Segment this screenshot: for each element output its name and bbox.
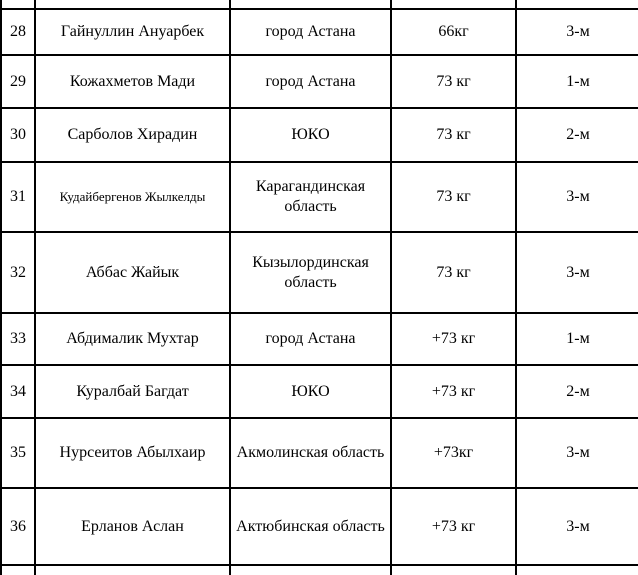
table-row — [1, 232, 638, 313]
table-row-partial-top — [1, 0, 638, 9]
cell-name: Сарболов Хирадин — [35, 108, 230, 162]
cell-place: 1-м — [516, 313, 638, 365]
cell-region: Кызылординская область — [230, 232, 391, 313]
table-row — [1, 55, 638, 108]
cell-number: 36 — [1, 488, 35, 565]
cell-empty — [516, 565, 638, 575]
cell-number: 29 — [1, 55, 35, 108]
cell-place: 3-м — [516, 9, 638, 55]
cell-place: 2-м — [516, 108, 638, 162]
cell-name: Кожахметов Мади — [35, 55, 230, 108]
cell-name: Нурсеитов Абылхаир — [35, 418, 230, 488]
cell-weight: +73 кг — [391, 365, 516, 418]
cell-number: 33 — [1, 313, 35, 365]
table-row-partial-bottom — [1, 565, 638, 575]
cell-weight: +73 кг — [391, 313, 516, 365]
cell-weight: 73 кг — [391, 55, 516, 108]
cell-region: город Астана — [230, 9, 391, 55]
cell-number: 30 — [1, 108, 35, 162]
cell-weight: 73 кг — [391, 162, 516, 232]
cell-weight: 73 кг — [391, 232, 516, 313]
cell-region: Карагандинская область — [230, 162, 391, 232]
table-row — [1, 418, 638, 488]
table-row — [1, 9, 638, 55]
cell-name: Аббас Жайык — [35, 232, 230, 313]
cell-number: 32 — [1, 232, 35, 313]
cell-place: 3-м — [516, 418, 638, 488]
cell-empty — [230, 0, 391, 9]
cell-name: Куралбай Багдат — [35, 365, 230, 418]
cell-region: ЮКО — [230, 365, 391, 418]
cell-place: 3-м — [516, 488, 638, 565]
cell-empty — [1, 0, 35, 9]
cell-place: 3-м — [516, 162, 638, 232]
cell-name: Абдималик Мухтар — [35, 313, 230, 365]
table-row — [1, 108, 638, 162]
cell-name: Ерланов Аслан — [35, 488, 230, 565]
cell-number: 28 — [1, 9, 35, 55]
cell-empty — [516, 0, 638, 9]
cell-region: Акмолинская область — [230, 418, 391, 488]
cell-region: город Астана — [230, 313, 391, 365]
cell-name: Гайнуллин Ануарбек — [35, 9, 230, 55]
cell-place: 2-м — [516, 365, 638, 418]
cell-empty — [1, 565, 35, 575]
cell-place: 3-м — [516, 232, 638, 313]
cell-name: Кудайбергенов Жылкелды — [35, 162, 230, 232]
cell-empty — [391, 565, 516, 575]
table-row — [1, 488, 638, 565]
cell-region: город Астана — [230, 55, 391, 108]
cell-region: ЮКО — [230, 108, 391, 162]
cell-number: 35 — [1, 418, 35, 488]
cell-empty — [35, 0, 230, 9]
cell-weight: 66кг — [391, 9, 516, 55]
cell-empty — [391, 0, 516, 9]
cell-empty — [230, 565, 391, 575]
cell-region: Актюбинская область — [230, 488, 391, 565]
cell-weight: +73 кг — [391, 488, 516, 565]
cell-number: 34 — [1, 365, 35, 418]
table-row — [1, 365, 638, 418]
table-row — [1, 313, 638, 365]
cell-number: 31 — [1, 162, 35, 232]
cell-empty — [35, 565, 230, 575]
cell-weight: 73 кг — [391, 108, 516, 162]
table-row — [1, 162, 638, 232]
cell-place: 1-м — [516, 55, 638, 108]
cell-weight: +73кг — [391, 418, 516, 488]
